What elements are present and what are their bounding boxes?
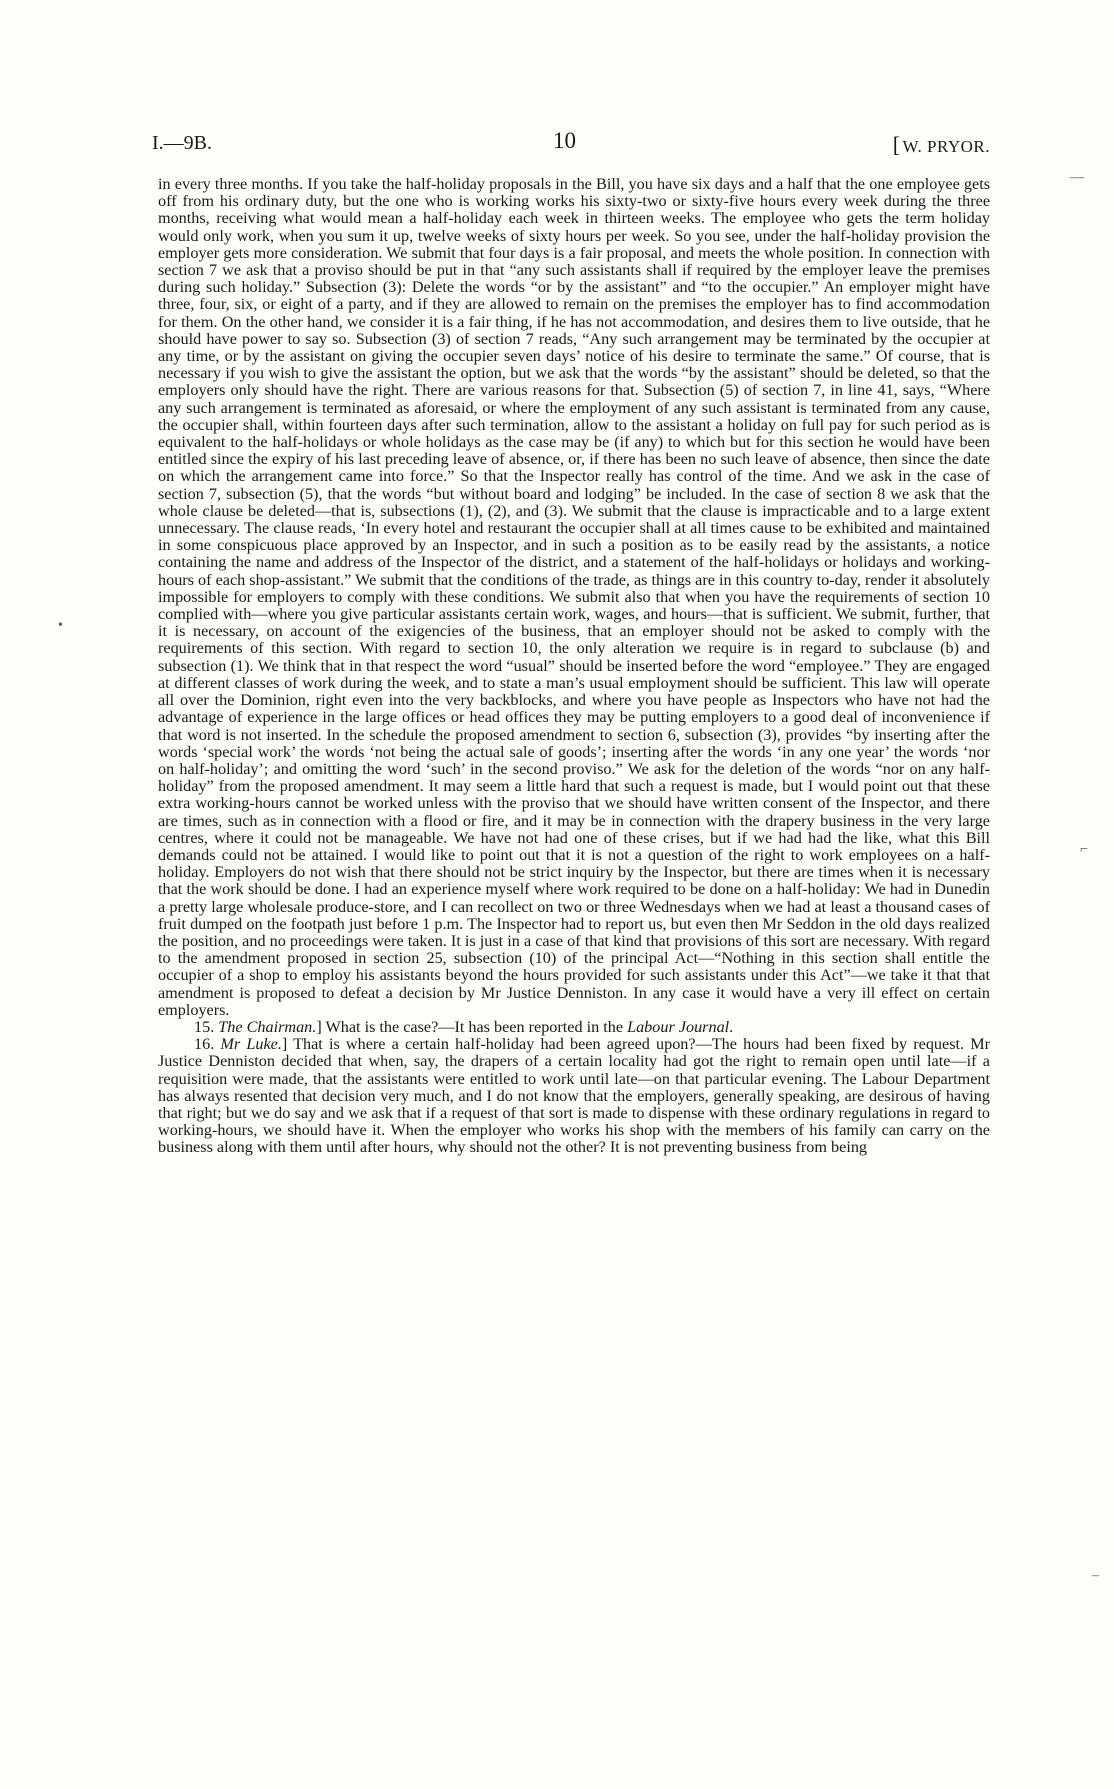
speaker-name: The Chairman.	[218, 1017, 317, 1036]
running-header	[150, 130, 990, 160]
body-text	[158, 176, 990, 1157]
witness-name-text: W. PRYOR.	[902, 137, 990, 156]
question-16	[158, 1036, 990, 1156]
journal-title: Labour Journal	[627, 1017, 730, 1036]
opening-bracket: [	[892, 132, 901, 157]
question-number: 15.	[194, 1017, 215, 1036]
question-15	[158, 1019, 990, 1036]
witness-name	[893, 132, 990, 158]
margin-dash-mark: —	[1070, 170, 1084, 185]
question-number: 16.	[194, 1035, 215, 1054]
question-text: ] That is where a certain half-holiday had been agreed upon?—The hours had been fixed by request. Mr Justice Denniston decided that when, say, the drapers of a certain locality had got the right to remain open until late—if a requisition were made, that the assistants were entitled to work until late—on that particular evening. The Labour Department has always resented that decision very much, and I do not know that the employers, generally speaking, are desirous of having that right; but we do say and we ask that if a request of that sort is made to dispense with these ordinary regulations in regard to working-hours, we should have it. When the employer who works his shop with the members of his family can carry on the business along with them until after hours, why should not the other? It is not preventing business from being	[158, 1035, 991, 1157]
margin-dot-mark: •	[58, 618, 63, 633]
question-end: .	[729, 1017, 734, 1036]
speaker-name: Mr Luke.	[220, 1035, 282, 1054]
paragraph-continuation: in every three months. If you take the half-holiday proposals in the Bill, you have six days and a half that the one employee gets off from his ordinary duty, but the one who is working works his sixty-two or sixty-five hours every week during the three months, receiving what would mean a half-holiday each week in thirteen weeks. The employee who gets the term holiday would only work, when you sum it up, twelve weeks of sixty hours per week. So you see, under the half-holiday provision the employer gets more consideration. We submit that four days is a fair proposal, and meets the whole position. In connection with section 7 we ask that a proviso should be put in that “any such assistants shall if required by the employer leave the premises during such holiday.” Subsection (3): Delete the words “or by the assistant” and “to the occupier.” An employer might have three, four, six, or eight of a party, and if they are allowed to remain on the premises the employer has to find accommodation for them. On the other hand, we consider it is a fair thing, if he has not accommodation, and desires them to live outside, that he should have power to say so. Subsection (3) of section 7 reads, “Any such arrangement may be terminated by the occupier at any time, or by the assistant on giving the occupier seven days’ notice of his desire to terminate the same.” Of course, that is necessary if you wish to give the assistant the option, but we ask that the words “by the assistant” should be deleted, so that the employers only should have the right. There are various reasons for that. Subsection (5) of section 7, in line 41, says, “Where any such arrangement is terminated as aforesaid, or where the employment of any such assistant is terminated from any cause, the occupier shall, within fourteen days after such termination, allow to the assistant a holiday on full pay for such period as is equivalent to the half-holidays or whole holidays as the case may be (if any) to which but for this section he would have been entitled since the expiry of his last preceding leave of absence, or, if there has been no such leave of absence, then since the date on which the arrangement came into force.” So that the Inspector really has control of the time. And we ask in the case of section 7, subsection (5), that the words “but without board and lodging” be included. In the case of section 8 we ask that the whole clause be deleted—that is, subsections (1), (2), and (3). We submit that the clause is impracticable and to a large extent unnecessary. The clause reads, ‘In every hotel and restaurant the occupier shall at all times cause to be exhibited and maintained in some conspicuous place approved by an Inspector, and in such a position as to be easily read by the assistants, a notice containing the name and address of the Inspector of the district, and a statement of the half-holidays or holidays and working-hours of each shop-assistant.” We submit that the conditions of the trade, as things are in this country to-day, render it absolutely impossible for employers to comply with these conditions. We submit also that when you have the requirements of section 10 complied with—where you give particular assistants certain work, wages, and hours—that is sufficient. We submit, further, that it is necessary, on account of the exigencies of the business, that an employer should not be asked to comply with the requirements of this section. With regard to section 10, the only alteration we require is in regard to subclause (b) and subsection (1). We think that in that respect the word “usual” should be inserted before the word “employee.” They are engaged at different classes of work during the week, and to state a man’s usual employment should be sufficient. This law will operate all over the Dominion, right even into the very backblocks, and where you have people as Inspectors who have not had the advantage of experience in the large offices or head offices they may be putting employers to a good deal of inconvenience if that word is not inserted. In the schedule the proposed amendment to section 6, subsection (3), provides “by inserting after the words ‘special work’ the words ‘not being the actual sale of goods’; inserting after the words ‘in any one year’ the words ‘nor on half-holiday’; and omitting the word ‘such’ in the second proviso.” We ask for the deletion of the words “nor on any half-holiday” from the proposed amendment. It may seem a little hard that such a request is made, but I would point out that these extra working-hours cannot be worked unless with the proviso that we should have written consent of the Inspector, and there are times, such as in connection with a flood or fire, and it may be in connection with the drapery business in the very large centres, where it could not be manageable. We have not had one of these crises, but if we had had the like, what this Bill demands could not be attained. I would like to point out that it is not a question of the right to work employees on a half-holiday. Employers do not wish that there should not be strict inquiry by the Inspector, but there are times when it is necessary that the work should be done. I had an experience myself where work required to be done on a half-holiday: We had in Dunedin a pretty large wholesale produce-store, and I can recollect on two or three Wednesdays when we had at least a thousand cases of fruit dumped on the footpath just before 1 p.m. The Inspector had to report us, but even then Mr Seddon in the old days realized the position, and no proceedings were taken. It is just in a case of that kind that provisions of this sort are necessary. With regard to the amendment proposed in section 25, subsection (10) of the principal Act—“Nothing in this section shall entitle the occupier of a shop to employ his assistants beyond the hours provided for such assistants under this Act”—we take it that that amendment is proposed to defeat a decision by Mr Justice Denniston. In any case it would have a very ill effect on certain employers.	[158, 175, 990, 1019]
question-text: ] What is the case?—It has been reported in the	[316, 1017, 628, 1036]
page-number: 10	[553, 128, 576, 153]
margin-dash-mark: –	[1092, 1568, 1099, 1583]
margin-tick-mark: ⌐	[1080, 842, 1088, 857]
paper-reference: I.—9B.	[152, 132, 212, 154]
